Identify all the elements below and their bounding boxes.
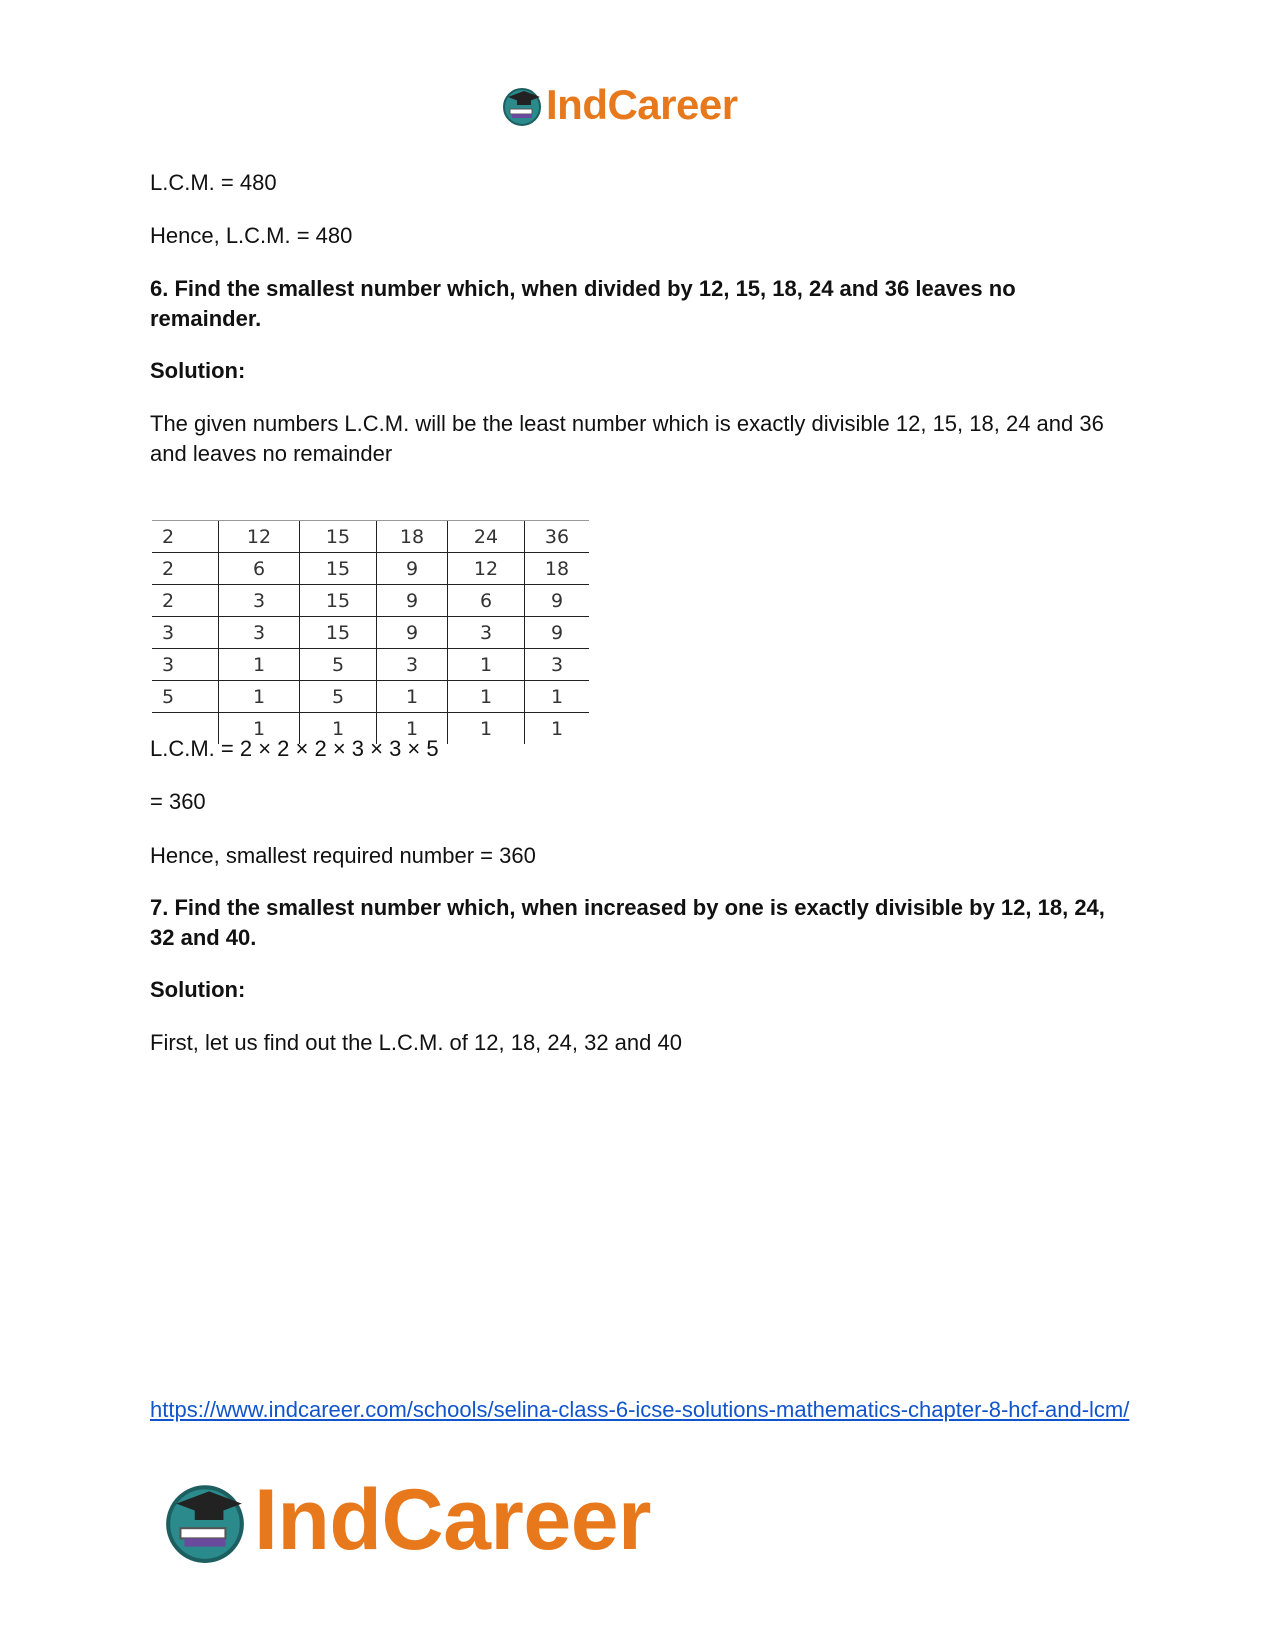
quotient-cell: 1 bbox=[377, 681, 448, 713]
table-row bbox=[152, 553, 589, 585]
quotient-cell: 1 bbox=[448, 649, 525, 681]
question-6-lcm-expression: L.C.M. = 2 × 2 × 2 × 3 × 3 × 5 bbox=[150, 736, 439, 761]
divisor-cell: 3 bbox=[152, 649, 219, 681]
table-row bbox=[152, 681, 589, 713]
quotient-cell: 5 bbox=[300, 649, 377, 681]
quotient-cell: 1 bbox=[525, 681, 590, 713]
graduation-globe-icon bbox=[500, 83, 544, 127]
quotient-cell: 5 bbox=[300, 681, 377, 713]
quotient-cell: 3 bbox=[525, 649, 590, 681]
graduation-globe-icon bbox=[160, 1475, 250, 1565]
quotient-cell: 1 bbox=[300, 713, 377, 745]
quotient-cell: 9 bbox=[525, 617, 590, 649]
quotient-cell: 15 bbox=[300, 617, 377, 649]
lcm-division-table bbox=[152, 520, 589, 744]
quotient-cell: 18 bbox=[377, 521, 448, 553]
table-row bbox=[152, 649, 589, 681]
quotient-cell: 1 bbox=[219, 649, 300, 681]
quotient-cell: 18 bbox=[525, 553, 590, 585]
quotient-cell: 24 bbox=[448, 521, 525, 553]
footer-logo bbox=[160, 1470, 651, 1570]
table-row bbox=[152, 521, 589, 553]
quotient-cell: 36 bbox=[525, 521, 590, 553]
divisor-cell: 5 bbox=[152, 681, 219, 713]
question-6-lcm-value: = 360 bbox=[150, 789, 206, 814]
header-logo-text: IndCareer bbox=[546, 81, 738, 128]
quotient-cell: 9 bbox=[377, 617, 448, 649]
footer-logo-text: IndCareer bbox=[254, 1471, 651, 1568]
question-6-solution-label: Solution: bbox=[150, 358, 246, 383]
quotient-cell: 15 bbox=[300, 585, 377, 617]
lcm-hence-line: Hence, L.C.M. = 480 bbox=[150, 223, 353, 248]
quotient-cell: 1 bbox=[219, 681, 300, 713]
table-row bbox=[152, 585, 589, 617]
quotient-cell: 1 bbox=[219, 713, 300, 745]
quotient-cell: 1 bbox=[377, 713, 448, 745]
question-7-explanation: First, let us find out the L.C.M. of 12, 18, 24, 32 and 40 bbox=[150, 1030, 682, 1055]
quotient-cell: 9 bbox=[377, 585, 448, 617]
quotient-cell: 9 bbox=[525, 585, 590, 617]
header-logo bbox=[500, 80, 738, 130]
divisor-cell: 2 bbox=[152, 521, 219, 553]
quotient-cell: 1 bbox=[448, 713, 525, 745]
quotient-cell: 1 bbox=[525, 713, 590, 745]
quotient-cell: 1 bbox=[448, 681, 525, 713]
question-6-answer: Hence, smallest required number = 360 bbox=[150, 843, 536, 868]
divisor-cell: 2 bbox=[152, 553, 219, 585]
quotient-cell: 6 bbox=[219, 553, 300, 585]
divisor-cell: 2 bbox=[152, 585, 219, 617]
lcm-result-line: L.C.M. = 480 bbox=[150, 170, 277, 195]
question-7-solution-label: Solution: bbox=[150, 977, 246, 1002]
quotient-cell: 12 bbox=[448, 553, 525, 585]
quotient-cell: 3 bbox=[377, 649, 448, 681]
quotient-cell: 15 bbox=[300, 553, 377, 585]
quotient-cell: 3 bbox=[448, 617, 525, 649]
table-row bbox=[152, 617, 589, 649]
quotient-cell: 12 bbox=[219, 521, 300, 553]
quotient-cell: 9 bbox=[377, 553, 448, 585]
question-6-title: 6. Find the smallest number which, when divided by 12, 15, 18, 24 and 36 leaves no remainder. bbox=[150, 276, 1016, 331]
quotient-cell: 15 bbox=[300, 521, 377, 553]
divisor-cell: 3 bbox=[152, 617, 219, 649]
quotient-cell: 3 bbox=[219, 617, 300, 649]
quotient-cell: 6 bbox=[448, 585, 525, 617]
question-6-explanation: The given numbers L.C.M. will be the least number which is exactly divisible 12, 15, 18, 24 and 36 and leaves no remainder bbox=[150, 411, 1104, 466]
footer-source-link[interactable]: https://www.indcareer.com/schools/selina-class-6-icse-solutions-mathematics-chapter-8-hcf-and-lcm/ bbox=[150, 1397, 1130, 1422]
question-7-title: 7. Find the smallest number which, when increased by one is exactly divisible by 12, 18, 24, 32 and 40. bbox=[150, 895, 1105, 950]
quotient-cell: 3 bbox=[219, 585, 300, 617]
